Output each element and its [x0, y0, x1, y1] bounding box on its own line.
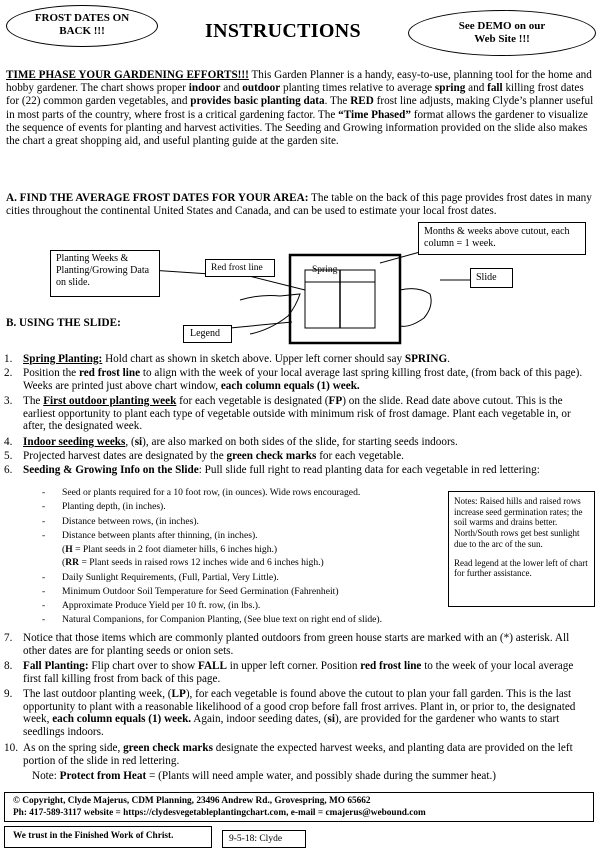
date-box	[222, 830, 306, 848]
oval-left-line1: FROST DATES ON	[34, 12, 130, 24]
slide-label-box: Slide	[470, 268, 513, 288]
chart-window	[290, 255, 400, 343]
page-title: INSTRUCTIONS	[205, 20, 361, 42]
section-b-heading: B. USING THE SLIDE:	[6, 317, 121, 329]
trust-box	[4, 826, 212, 848]
date-text: 9-5-18: Clyde	[229, 834, 283, 844]
heat-note: Note: Protect from Heat = (Plants will need ample water, and possibly shade during the summer heat.)	[32, 770, 497, 782]
copyright-box	[4, 792, 594, 822]
notes-text-2: Read legend at the lower left of chart for further assistance.	[454, 557, 588, 579]
section-a-text: The table on the back of this page provides frost dates in many cities throughout the continental United States and Canada, and can be used to estimate your local frost dates.	[6, 192, 592, 218]
copyright-line: © Copyright, Clyde Majerus, CDM Planning, 23496 Andrew Rd., Grovespring, MO 65662	[13, 796, 371, 806]
intro-paragraph: TIME PHASE YOUR GARDENING EFFORTS!!! This Garden Planner is a handy, easy-to-use, planning tool for the home and hobby gardener. The chart shows proper indoor and outdoor planting times relative to average spring and fall killing frost dates for (22) common garden vegetables, and provides basic planting data. The RED frost line adjusts, making Clyde’s planner useful in most parts of the country, where frost is a critical gardening factor. The “Time Phased” format allows the gardener to visualize the sequence of events for planting and harvest activities. The Seeding and Growing information provided on the slide also makes the chart a great shopping aid, and useful planting guide at the garden site.	[6, 69, 594, 148]
intro-heading: TIME PHASE YOUR GARDENING EFFORTS!!!	[6, 69, 249, 81]
contact-line: Ph: 417-589-3117 website = https://clydesvegetableplantingchart.com, e-mail = cmajerus@webound.com	[13, 808, 426, 818]
section-a	[6, 192, 596, 218]
legend-label-box: Legend	[183, 325, 232, 343]
planting-label-box: Planting Weeks & Planting/Growing Data on slide.	[50, 250, 160, 297]
months-label-box: Months & weeks above cutout, each column = 1 week.	[418, 222, 586, 255]
pointer-red-frost	[245, 275, 305, 290]
frost-dates-oval	[6, 5, 158, 47]
notes-text-1: Notes: Raised hills and raised rows increase seed germination rates; the soil warms and drains better. North/South rows get best sunlight due to the arc of the sun.	[454, 496, 583, 549]
oval-right-line1: See DEMO on our	[458, 20, 546, 32]
notes-box	[448, 491, 595, 607]
spring-label: Spring	[312, 265, 338, 275]
section-a-heading: A. FIND THE AVERAGE FROST DATES FOR YOUR AREA:	[6, 192, 309, 204]
oval-left-line2: BACK !!!	[59, 25, 105, 37]
pointer-legend	[230, 322, 292, 328]
oval-right-line2: Web Site !!!	[474, 33, 530, 45]
trust-text: We trust in the Finished Work of Christ.	[13, 831, 174, 841]
demo-oval	[408, 10, 596, 56]
red-frost-label-box: Red frost line	[205, 259, 275, 277]
right-hand-sketch	[400, 289, 431, 327]
